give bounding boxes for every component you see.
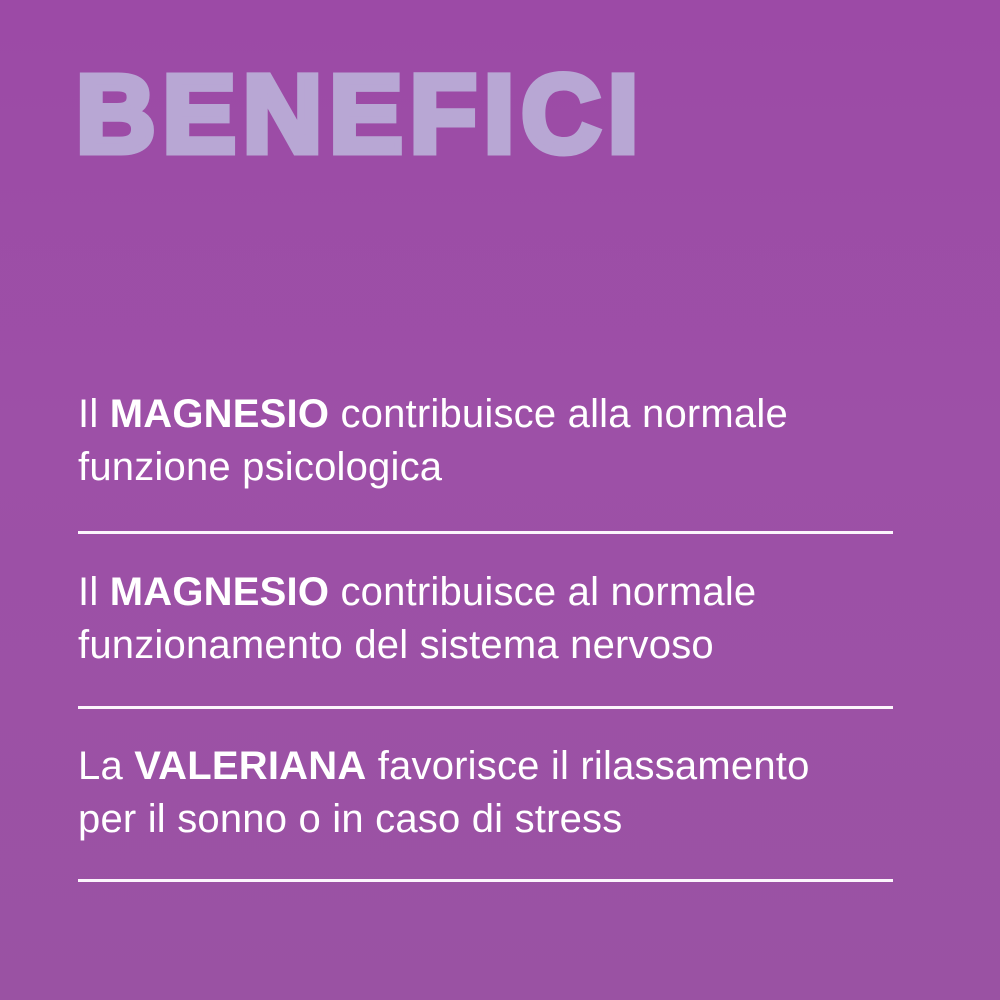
benefit-prefix: Il [78,570,99,614]
divider-line [78,706,893,709]
benefit-text-line2: per il sonno o in caso di stress [78,797,623,841]
benefit-item-magnesio-psicologica [78,388,788,494]
benefit-keyword: VALERIANA [134,744,367,788]
benefit-prefix: La [78,744,123,788]
benefit-keyword: MAGNESIO [109,392,330,436]
page-title: BENEFICI [76,53,646,176]
benefit-item-valeriana-rilassamento [78,740,810,846]
benefit-item-magnesio-nervoso [78,566,756,672]
benefit-text-line2: funzione psicologica [78,445,443,489]
benefit-keyword: MAGNESIO [109,570,330,614]
benefit-text-line2: funzionamento del sistema nervoso [78,623,714,667]
divider-line [78,879,893,882]
benefit-text-line1: contribuisce al normale [340,570,757,614]
benefit-text-line1: contribuisce alla normale [340,392,788,436]
benefit-text-line1: favorisce il rilassamento [377,744,810,788]
divider-line [78,531,893,534]
benefit-prefix: Il [78,392,99,436]
